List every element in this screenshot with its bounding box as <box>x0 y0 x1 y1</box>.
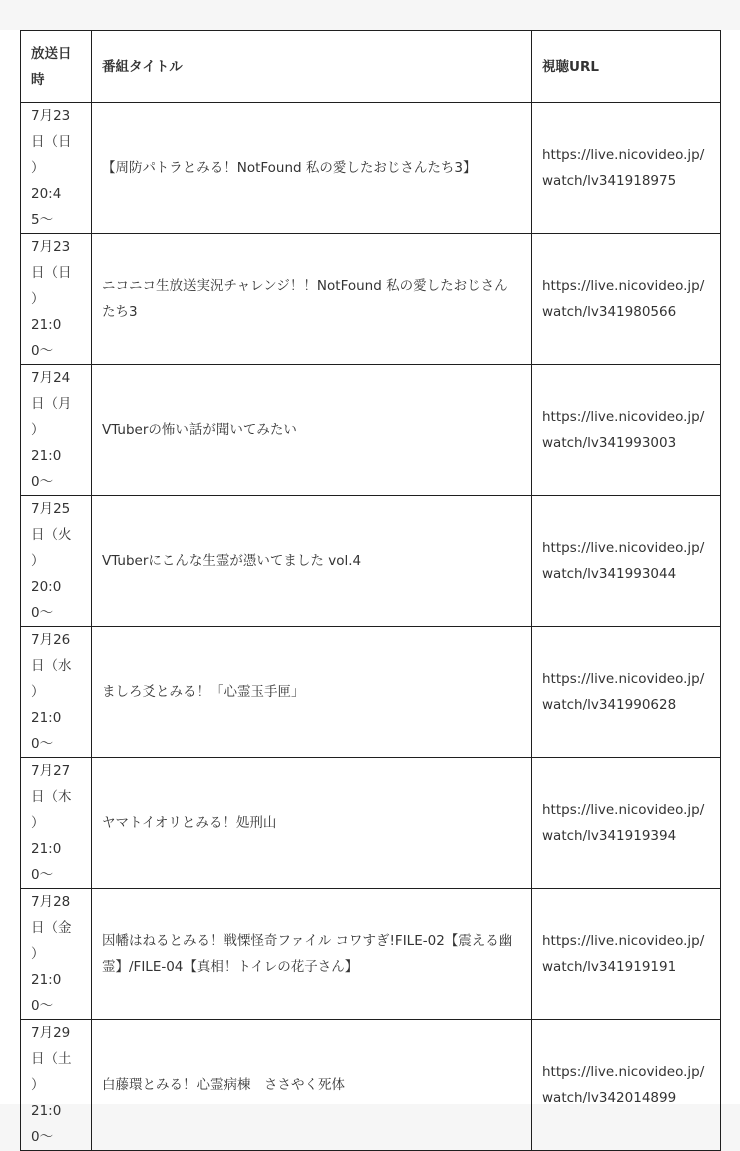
header-date: 放送日時 <box>21 31 92 103</box>
date-weekday-close: ） <box>31 946 45 962</box>
date-cell <box>21 627 92 758</box>
watch-url-link[interactable]: https://live.nicovideo.jp/watch/lv342014899 <box>542 1064 705 1106</box>
date-weekday: 日（木 <box>31 789 72 805</box>
date-weekday: 日（火 <box>31 527 72 543</box>
date-time: 21:00〜 <box>31 841 62 883</box>
broadcast-schedule-table <box>20 30 721 1151</box>
date-month-day: 7月28 <box>31 894 71 910</box>
date-weekday: 日（土 <box>31 1051 72 1067</box>
date-weekday-close: ） <box>31 815 45 831</box>
date-time: 21:00〜 <box>31 1103 62 1145</box>
program-title-cell: ましろ爻とみる！「心霊玉手匣」 <box>92 627 532 758</box>
date-cell <box>21 758 92 889</box>
program-title-cell: 因幡はねるとみる！戦慄怪奇ファイル コワすぎ!FILE-02【震える幽霊】/FILE-04【真相！トイレの花子さん】 <box>92 889 532 1020</box>
schedule-body <box>21 103 721 1151</box>
program-title-cell: ヤマトイオリとみる！処刑山 <box>92 758 532 889</box>
top-band <box>0 0 740 30</box>
date-weekday: 日（金 <box>31 920 72 936</box>
date-weekday: 日（水 <box>31 658 72 674</box>
date-weekday: 日（日 <box>31 265 72 281</box>
date-cell <box>21 889 92 1020</box>
url-cell <box>532 889 721 1020</box>
date-month-day: 7月29 <box>31 1025 71 1041</box>
date-month-day: 7月23 <box>31 239 71 255</box>
watch-url-link[interactable]: https://live.nicovideo.jp/watch/lv341993003 <box>542 409 705 451</box>
date-month-day: 7月25 <box>31 501 71 517</box>
table-row <box>21 758 721 889</box>
date-weekday-close: ） <box>31 684 45 700</box>
watch-url-link[interactable]: https://live.nicovideo.jp/watch/lv341919394 <box>542 802 705 844</box>
date-time: 20:45〜 <box>31 186 62 228</box>
program-title-cell: ニコニコ生放送実況チャレンジ！！NotFound 私の愛したおじさんたち3 <box>92 234 532 365</box>
date-cell <box>21 1020 92 1151</box>
table-row <box>21 234 721 365</box>
date-time: 21:00〜 <box>31 710 62 752</box>
program-title-cell: 白藤環とみる！心霊病棟 ささやく死体 <box>92 1020 532 1151</box>
url-cell <box>532 103 721 234</box>
date-cell <box>21 234 92 365</box>
date-cell <box>21 496 92 627</box>
url-cell <box>532 1020 721 1151</box>
date-time: 20:00〜 <box>31 579 62 621</box>
date-time: 21:00〜 <box>31 448 62 490</box>
date-month-day: 7月23 <box>31 108 71 124</box>
date-weekday-close: ） <box>31 553 45 569</box>
url-cell <box>532 234 721 365</box>
date-cell <box>21 365 92 496</box>
date-weekday-close: ） <box>31 1077 45 1093</box>
date-time: 21:00〜 <box>31 972 62 1014</box>
date-cell <box>21 103 92 234</box>
header-row <box>21 31 721 103</box>
table-row <box>21 365 721 496</box>
date-weekday: 日（月 <box>31 396 72 412</box>
date-weekday: 日（日 <box>31 134 72 150</box>
program-title-cell: VTuberの怖い話が聞いてみたい <box>92 365 532 496</box>
date-month-day: 7月24 <box>31 370 71 386</box>
watch-url-link[interactable]: https://live.nicovideo.jp/watch/lv341993044 <box>542 540 705 582</box>
date-month-day: 7月27 <box>31 763 71 779</box>
table-row <box>21 889 721 1020</box>
url-cell <box>532 496 721 627</box>
watch-url-link[interactable]: https://live.nicovideo.jp/watch/lv341990628 <box>542 671 705 713</box>
url-cell <box>532 627 721 758</box>
date-time: 21:00〜 <box>31 317 62 359</box>
url-cell <box>532 758 721 889</box>
program-title-cell: 【周防パトラとみる！NotFound 私の愛したおじさんたち3】 <box>92 103 532 234</box>
table-row <box>21 103 721 234</box>
date-weekday-close: ） <box>31 422 45 438</box>
header-title: 番組タイトル <box>92 31 532 103</box>
header-url: 視聴URL <box>532 31 721 103</box>
date-weekday-close: ） <box>31 160 45 176</box>
watch-url-link[interactable]: https://live.nicovideo.jp/watch/lv341918975 <box>542 147 705 189</box>
date-weekday-close: ） <box>31 291 45 307</box>
table-row <box>21 496 721 627</box>
program-title-cell: VTuberにこんな生霊が憑いてました vol.4 <box>92 496 532 627</box>
date-month-day: 7月26 <box>31 632 71 648</box>
watch-url-link[interactable]: https://live.nicovideo.jp/watch/lv341919191 <box>542 933 705 975</box>
watch-url-link[interactable]: https://live.nicovideo.jp/watch/lv341980566 <box>542 278 705 320</box>
url-cell <box>532 365 721 496</box>
table-row <box>21 1020 721 1151</box>
table-row <box>21 627 721 758</box>
